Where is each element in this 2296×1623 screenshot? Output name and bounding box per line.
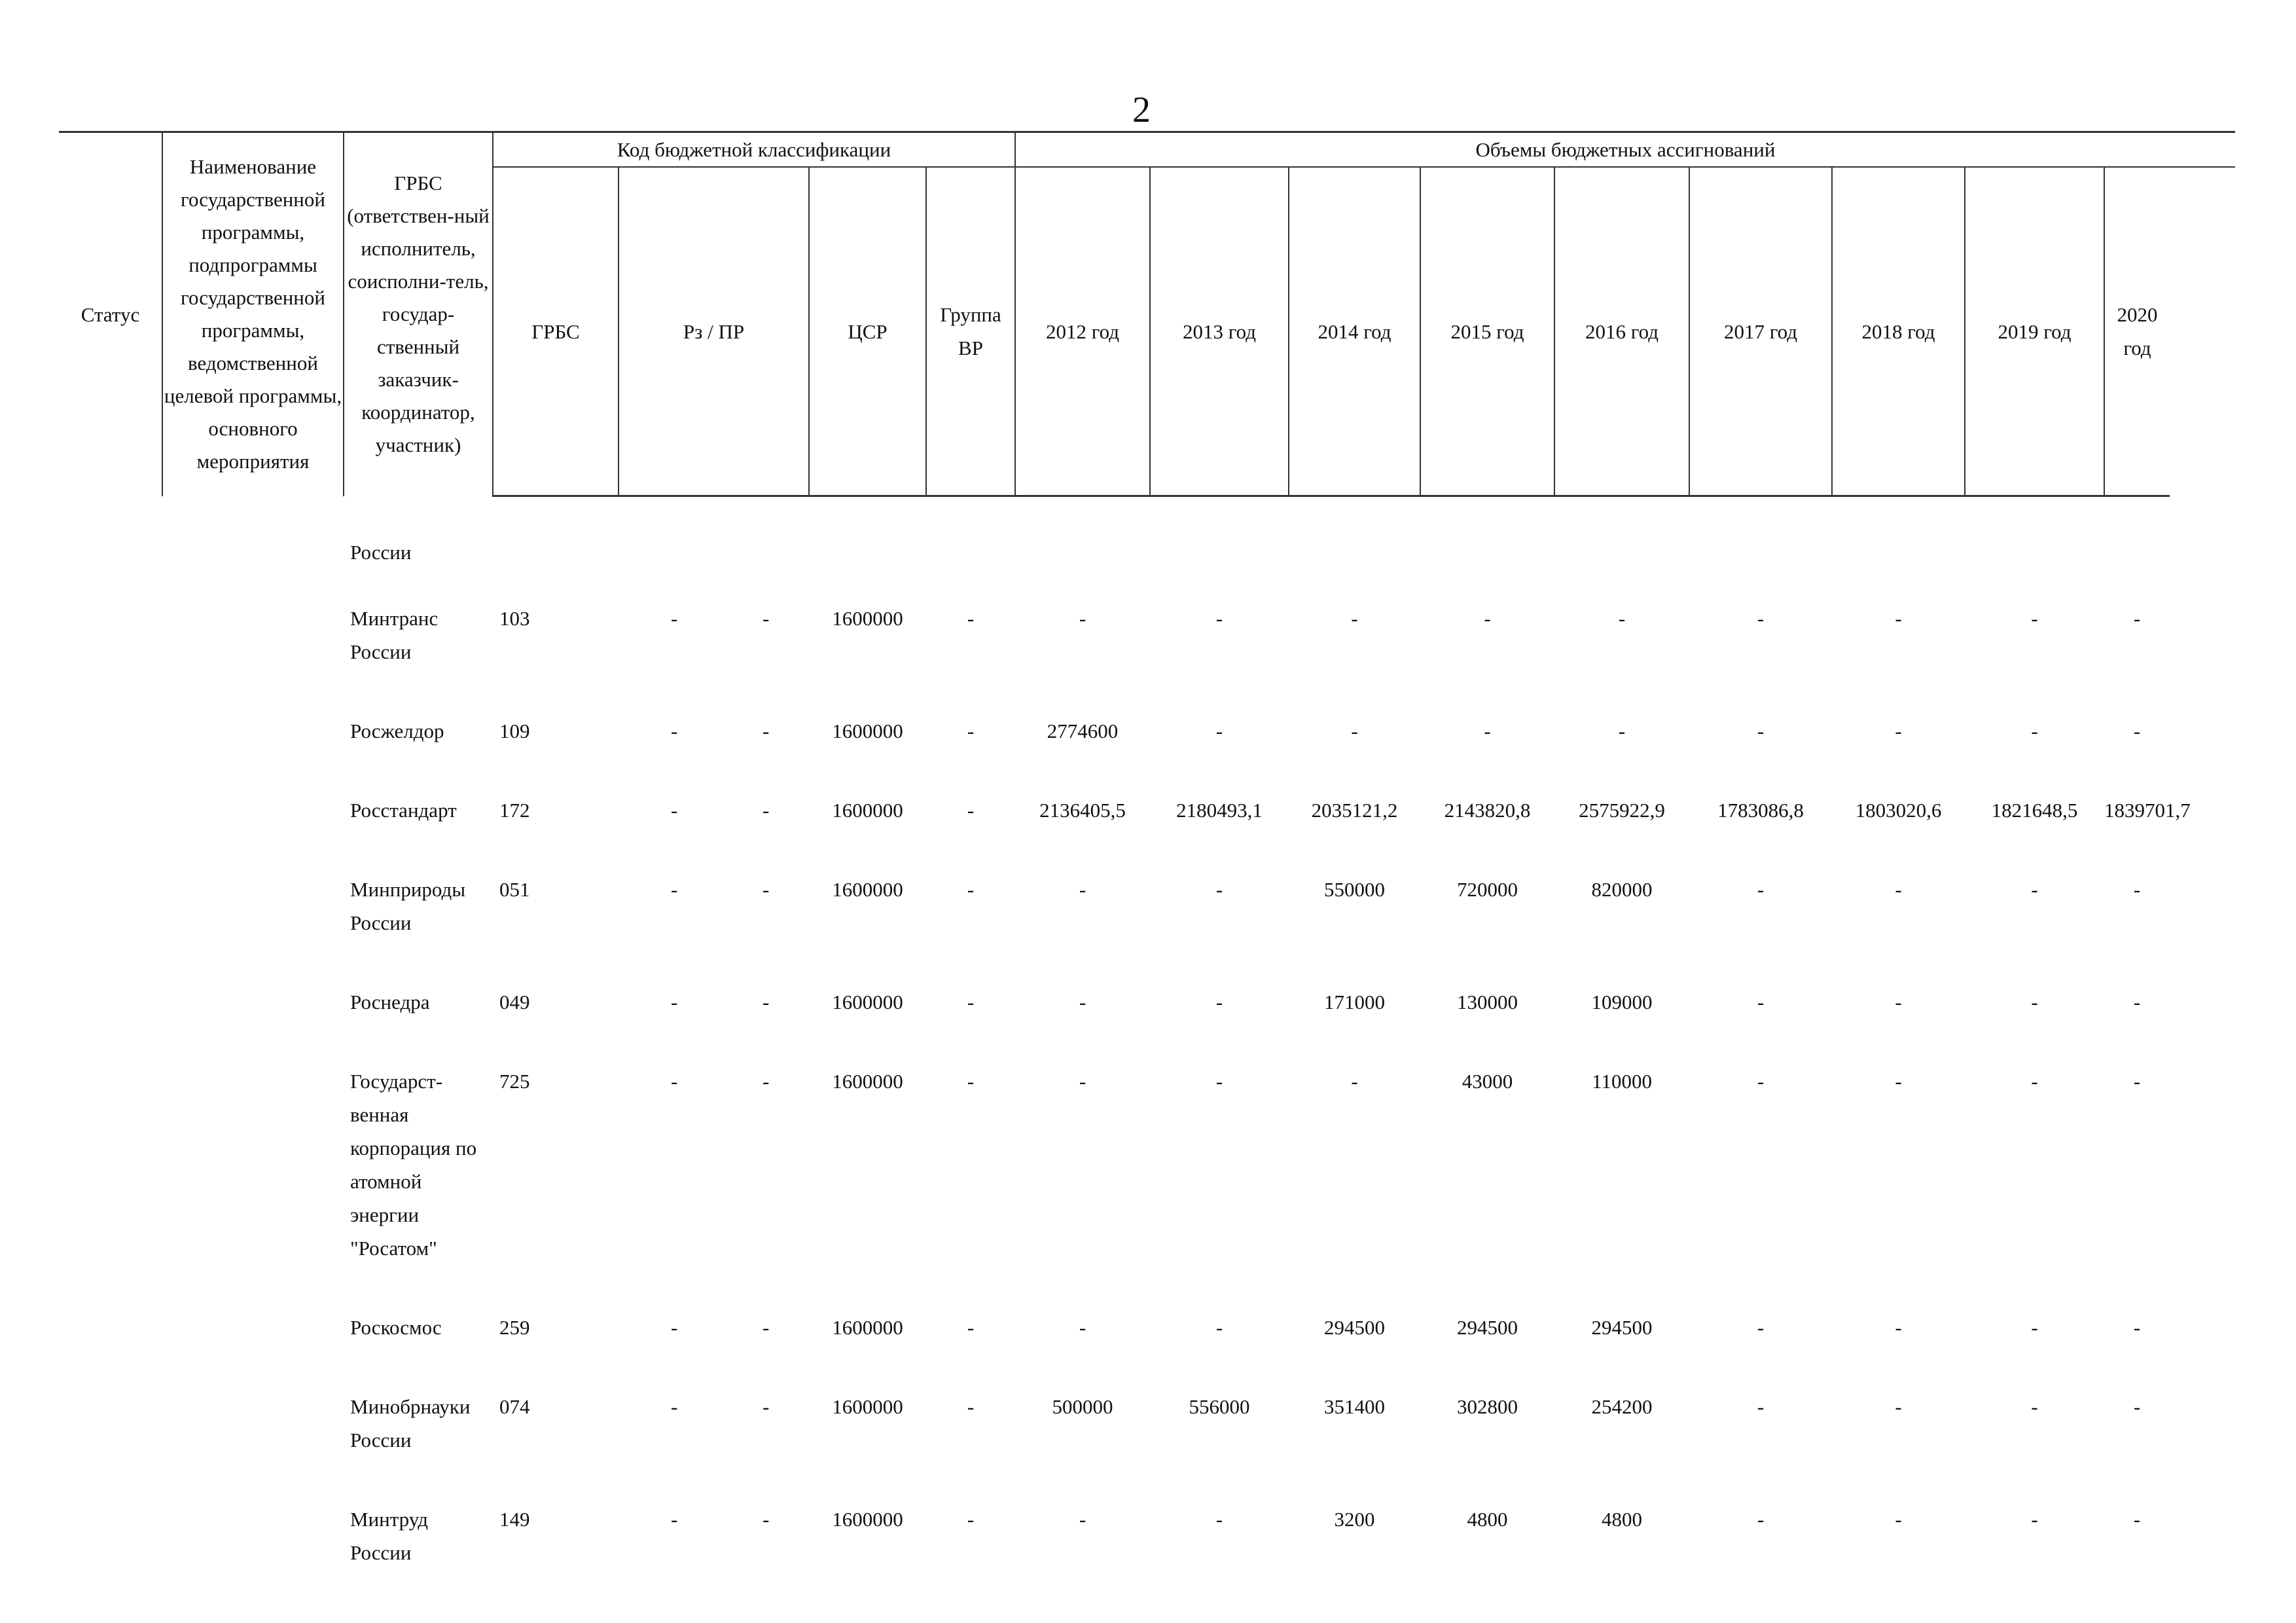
grbs-name-cell: Роскосмос: [350, 1315, 442, 1339]
rz-pr-cell: [619, 1489, 809, 1602]
page-number: 2: [1132, 90, 1151, 130]
header-year-2013: 2013 год: [1150, 167, 1289, 496]
grbs-name-cell: России: [350, 540, 412, 564]
header-year-2016: 2016 год: [1554, 167, 1689, 496]
csr-cell: 1600000: [832, 877, 903, 901]
value-cell-2019: -: [2031, 990, 2038, 1013]
value-cell-2017: [1689, 496, 1832, 589]
header-year-2018: 2018 год: [1832, 167, 1965, 496]
value-cell-2020: 1839701,7: [2104, 798, 2191, 822]
program-name-cell: [162, 1051, 344, 1298]
value-cell-2013: -: [1215, 1507, 1223, 1531]
rz-value: -: [671, 719, 678, 742]
program-name-cell: [162, 860, 344, 972]
program-name-cell: [162, 589, 344, 701]
csr-cell: 1600000: [832, 1395, 903, 1418]
value-cell-2013: 556000: [1189, 1395, 1250, 1418]
value-cell-2017: -: [1757, 1507, 1765, 1531]
value-cell-2019: -: [2031, 1507, 2038, 1531]
value-cell-2015: 294500: [1457, 1315, 1518, 1339]
value-cell-2012: [1015, 496, 1150, 589]
header-program-name: Наименование государственной программы, подпрограммы государственной программы, ведомственной целевой программы, основного мероприятия: [162, 132, 344, 496]
header-year-2020: 2020 год: [2104, 167, 2170, 496]
status-cell: [59, 589, 162, 701]
grbs-code-cell: 074: [499, 1395, 530, 1418]
value-cell-2013: -: [1215, 1315, 1223, 1339]
value-cell-2013: [1150, 496, 1289, 589]
value-cell-2019: 1821648,5: [1991, 798, 2078, 822]
rz-pr-cell: [619, 860, 809, 972]
csr-cell: 1600000: [832, 990, 903, 1013]
value-cell-2018: -: [1895, 1069, 1902, 1093]
header-year-2014: 2014 год: [1289, 167, 1420, 496]
value-cell-2018: -: [1895, 1507, 1902, 1531]
header-year-2017: 2017 год: [1689, 167, 1832, 496]
value-cell-2012: -: [1079, 990, 1086, 1013]
pr-value: -: [762, 1315, 770, 1339]
value-cell-2020: -: [2133, 1069, 2141, 1093]
pr-value: -: [762, 1069, 770, 1093]
rz-value: -: [671, 1069, 678, 1093]
value-cell-2017: -: [1757, 877, 1765, 901]
vr-cell: -: [967, 1507, 975, 1531]
pr-value: -: [762, 877, 770, 901]
program-name-cell: [162, 1298, 344, 1377]
value-cell-2014: -: [1351, 1069, 1358, 1093]
value-cell-2013: 2180493,1: [1176, 798, 1263, 822]
program-name-cell: [162, 701, 344, 780]
rz-pr-cell: [619, 1051, 809, 1298]
value-cell-2015: [1420, 496, 1554, 589]
grbs-name-cell: Росстандарт: [350, 798, 457, 822]
grbs-name-cell: Минтруд России: [350, 1507, 429, 1564]
grbs-code-cell: 725: [499, 1069, 530, 1093]
value-cell-2017: -: [1757, 990, 1765, 1013]
program-name-cell: [162, 1377, 344, 1489]
table-row: [59, 1298, 2235, 1377]
value-cell-2014: -: [1351, 606, 1358, 630]
header-grbs: ГРБС: [493, 167, 619, 496]
grbs-name-cell: Государст-венная корпорация по атомной энергии "Росатом": [350, 1069, 477, 1260]
grbs-code-cell: [493, 496, 619, 589]
header-budget-code-group: Код бюджетной классификации: [493, 132, 1015, 168]
header-year-2019: 2019 год: [1965, 167, 2104, 496]
value-cell-2016: 109000: [1591, 990, 1653, 1013]
status-cell: [59, 1298, 162, 1377]
pr-value: -: [762, 798, 770, 822]
value-cell-2020: -: [2133, 606, 2141, 630]
grbs-name-cell: Минобрнауки России: [350, 1395, 471, 1451]
rz-value: -: [671, 798, 678, 822]
table-row: [59, 1051, 2235, 1298]
value-cell-2018: -: [1895, 877, 1902, 901]
value-cell-2018: -: [1895, 1395, 1902, 1418]
table-row: [59, 1489, 2235, 1602]
csr-cell: 1600000: [832, 1507, 903, 1531]
value-cell-2014: [1289, 496, 1420, 589]
value-cell-2017: 1783086,8: [1717, 798, 1804, 822]
value-cell-2020: -: [2133, 990, 2141, 1013]
rz-pr-cell: [619, 589, 809, 701]
value-cell-2015: 43000: [1462, 1069, 1513, 1093]
value-cell-2015: 130000: [1457, 990, 1518, 1013]
value-cell-2014: 351400: [1324, 1395, 1386, 1418]
table-row: [59, 972, 2235, 1051]
pr-value: -: [762, 1507, 770, 1531]
header-budget-volume-group: Объемы бюджетных ассигнований: [1015, 132, 2235, 168]
value-cell-2020: -: [2133, 877, 2141, 901]
vr-cell: -: [967, 719, 975, 742]
value-cell-2018: -: [1895, 990, 1902, 1013]
table-row: [59, 496, 2235, 589]
rz-value: -: [671, 1395, 678, 1418]
grbs-name-cell: Минтранс России: [350, 606, 439, 663]
value-cell-2017: -: [1757, 719, 1765, 742]
rz-value: -: [671, 606, 678, 630]
status-cell: [59, 972, 162, 1051]
value-cell-2015: -: [1484, 606, 1491, 630]
grbs-code-cell: 109: [499, 719, 530, 742]
vr-cell: -: [967, 990, 975, 1013]
value-cell-2013: -: [1215, 877, 1223, 901]
value-cell-2018: -: [1895, 719, 1902, 742]
value-cell-2019: -: [2031, 606, 2038, 630]
header-rz-pr: Рз / ПР: [619, 167, 809, 496]
program-name-cell: [162, 780, 344, 860]
value-cell-2013: -: [1215, 990, 1223, 1013]
rz-pr-cell: [619, 972, 809, 1051]
status-cell: [59, 1377, 162, 1489]
value-cell-2019: -: [2031, 1395, 2038, 1418]
value-cell-2018: -: [1895, 1315, 1902, 1339]
value-cell-2012: 2774600: [1047, 719, 1119, 742]
csr-cell: 1600000: [832, 606, 903, 630]
value-cell-2016: 294500: [1591, 1315, 1653, 1339]
value-cell-2014: 171000: [1324, 990, 1386, 1013]
value-cell-2012: -: [1079, 606, 1086, 630]
rz-pr-cell: [619, 1298, 809, 1377]
status-cell: [59, 496, 162, 589]
pr-value: -: [762, 1395, 770, 1418]
header-status: Статус: [59, 132, 162, 496]
value-cell-2014: -: [1351, 719, 1358, 742]
value-cell-2016: 254200: [1591, 1395, 1653, 1418]
value-cell-2017: -: [1757, 1395, 1765, 1418]
value-cell-2019: [1965, 496, 2104, 589]
table-row: [59, 701, 2235, 780]
value-cell-2014: 2035121,2: [1311, 798, 1398, 822]
vr-cell: -: [967, 1315, 975, 1339]
value-cell-2020: -: [2133, 1395, 2141, 1418]
program-name-cell: [162, 1489, 344, 1602]
vr-cell: -: [967, 1069, 975, 1093]
csr-cell: 1600000: [832, 798, 903, 822]
value-cell-2014: 3200: [1334, 1507, 1375, 1531]
csr-cell: 1600000: [832, 1069, 903, 1093]
pr-value: -: [762, 990, 770, 1013]
rz-value: -: [671, 1507, 678, 1531]
value-cell-2019: -: [2031, 1069, 2038, 1093]
grbs-name-cell: Роснедра: [350, 990, 430, 1013]
csr-cell: 1600000: [832, 1315, 903, 1339]
value-cell-2017: -: [1757, 1315, 1765, 1339]
table-body: [59, 496, 2235, 1602]
csr-cell: 1600000: [832, 719, 903, 742]
header-csr: ЦСР: [809, 167, 926, 496]
value-cell-2016: 110000: [1592, 1069, 1652, 1093]
value-cell-2016: [1554, 496, 1689, 589]
value-cell-2018: [1832, 496, 1965, 589]
budget-table: [59, 131, 2235, 1602]
header-year-2012: 2012 год: [1015, 167, 1150, 496]
value-cell-2012: -: [1079, 1069, 1086, 1093]
status-cell: [59, 1051, 162, 1298]
value-cell-2019: -: [2031, 877, 2038, 901]
rz-pr-cell: [619, 1377, 809, 1489]
value-cell-2012: -: [1079, 1315, 1086, 1339]
pr-value: -: [762, 719, 770, 742]
grbs-name-cell: Росжелдор: [350, 719, 444, 742]
value-cell-2015: 302800: [1457, 1395, 1518, 1418]
rz-pr-cell: [619, 496, 809, 589]
value-cell-2016: 4800: [1602, 1507, 1643, 1531]
value-cell-2019: -: [2031, 1315, 2038, 1339]
value-cell-2014: 294500: [1324, 1315, 1386, 1339]
grbs-code-cell: 049: [499, 990, 530, 1013]
value-cell-2013: -: [1215, 719, 1223, 742]
value-cell-2013: -: [1215, 1069, 1223, 1093]
grbs-code-cell: 051: [499, 877, 530, 901]
value-cell-2015: -: [1484, 719, 1491, 742]
value-cell-2015: 720000: [1457, 877, 1518, 901]
header-vr: Группа ВР: [926, 167, 1015, 496]
header-year-2015: 2015 год: [1420, 167, 1554, 496]
rz-value: -: [671, 877, 678, 901]
value-cell-2017: -: [1757, 606, 1765, 630]
vr-cell: -: [967, 1395, 975, 1418]
table-row: [59, 780, 2235, 860]
value-cell-2016: -: [1618, 606, 1626, 630]
vr-cell: -: [967, 798, 975, 822]
csr-cell: [809, 496, 926, 589]
grbs-code-cell: 103: [499, 606, 530, 630]
table-header: [59, 132, 2235, 496]
table-row: [59, 1377, 2235, 1489]
value-cell-2016: 2575922,9: [1579, 798, 1665, 822]
rz-value: -: [671, 990, 678, 1013]
program-name-cell: [162, 972, 344, 1051]
table-row: [59, 860, 2235, 972]
value-cell-2012: -: [1079, 1507, 1086, 1531]
status-cell: [59, 780, 162, 860]
vr-cell: -: [967, 877, 975, 901]
table-row: [59, 589, 2235, 701]
vr-cell: -: [967, 606, 975, 630]
grbs-code-cell: 259: [499, 1315, 530, 1339]
value-cell-2018: 1803020,6: [1855, 798, 1942, 822]
value-cell-2020: -: [2133, 719, 2141, 742]
header-grbs-responsible: ГРБС (ответствен-ный исполнитель, соисполни-тель, государ-ственный заказчик-координатор, участник): [344, 132, 493, 496]
rz-pr-cell: [619, 701, 809, 780]
value-cell-2020: -: [2133, 1315, 2141, 1339]
value-cell-2020: [2104, 496, 2170, 589]
pr-value: -: [762, 606, 770, 630]
value-cell-2019: -: [2031, 719, 2038, 742]
value-cell-2015: 2143820,8: [1444, 798, 1531, 822]
value-cell-2018: -: [1895, 606, 1902, 630]
grbs-code-cell: 149: [499, 1507, 530, 1531]
status-cell: [59, 701, 162, 780]
status-cell: [59, 860, 162, 972]
status-cell: [59, 1489, 162, 1602]
grbs-name-cell: Минприроды России: [350, 877, 466, 934]
value-cell-2017: -: [1757, 1069, 1765, 1093]
rz-value: -: [671, 1315, 678, 1339]
value-cell-2016: -: [1618, 719, 1626, 742]
value-cell-2012: -: [1079, 877, 1086, 901]
grbs-code-cell: 172: [499, 798, 530, 822]
value-cell-2014: 550000: [1324, 877, 1386, 901]
value-cell-2012: 2136405,5: [1039, 798, 1126, 822]
value-cell-2020: -: [2133, 1507, 2141, 1531]
program-name-cell: [162, 496, 344, 589]
value-cell-2016: 820000: [1591, 877, 1653, 901]
vr-cell: [926, 496, 1015, 589]
value-cell-2013: -: [1215, 606, 1223, 630]
value-cell-2015: 4800: [1467, 1507, 1508, 1531]
rz-pr-cell: [619, 780, 809, 860]
value-cell-2012: 500000: [1052, 1395, 1113, 1418]
